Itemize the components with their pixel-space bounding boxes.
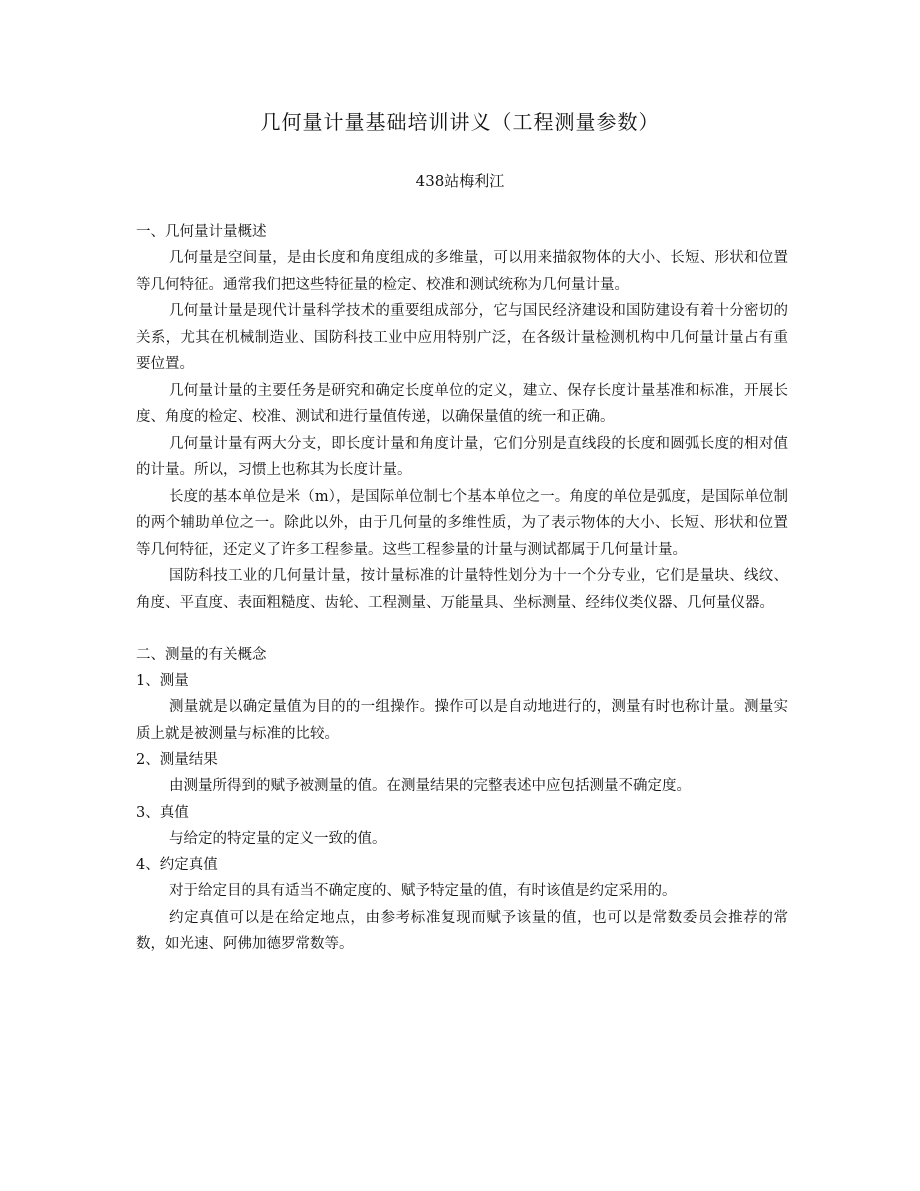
section-heading: 二、测量的有关概念 xyxy=(136,647,267,663)
document-author: 438站梅利江 xyxy=(415,172,505,190)
paragraph: 长度的基本单位是米（m），是国际单位制七个基本单位之一。角度的单位是弧度，是国际单位制的两个辅助单位之一。除此以外，由于几何量的多维性质，为了表示物体的大小、长短、形状和位置等几何特征，还定义了许多工程参量。这些工程参量的计量与测试都属于几何量计量。 xyxy=(136,488,788,558)
section-heading: 一、几何量计量概述 xyxy=(136,224,267,240)
subsection-heading: 1、测量 xyxy=(136,673,189,689)
paragraph: 对于给定目的具有适当不确定度的、赋予特定量的值，有时该值是约定采用的。 xyxy=(169,883,677,899)
paragraph: 测量就是以确定量值为目的的一组操作。操作可以是自动地进行的，测量有时也称计量。测量实质上就是被测量与标准的比较。 xyxy=(136,699,788,742)
paragraph: 几何量计量的主要任务是研究和确定长度单位的定义，建立、保存长度计量基准和标准，开展长度、角度的检定、校准、测试和进行量值传递，以确保量值的统一和正确。 xyxy=(136,382,788,425)
paragraph: 与给定的特定量的定义一致的值。 xyxy=(169,830,387,847)
subsection-heading: 4、约定真值 xyxy=(136,857,218,873)
paragraph: 由测量所得到的赋予被测量的值。在测量结果的完整表述中应包括测量不确定度。 xyxy=(169,778,691,794)
paragraph: 几何量计量是现代计量科学技术的重要组成部分，它与国民经济建设和国防建设有着十分密切的关系，尤其在机械制造业、国防科技工业中应用特别广泛，在各级计量检测机构中几何量计量占有重要位置。 xyxy=(136,303,788,372)
document-title: 几何量计量基础培训讲义（工程测量参数） xyxy=(260,110,660,134)
subsection-heading: 2、测量结果 xyxy=(136,752,218,768)
subsection-heading: 3、真值 xyxy=(136,804,189,821)
document-body xyxy=(136,219,788,958)
paragraph: 约定真值可以是在给定地点，由参考标准复现而赋予该量的值，也可以是常数委员会推荐的常数，如光速、阿佛加德罗常数等。 xyxy=(136,909,788,952)
paragraph: 国防科技工业的几何量计量，按计量标准的计量特性划分为十一个分专业，它们是量块、线纹、角度、平直度、表面粗糙度、齿轮、工程测量、万能量具、坐标测量、经纬仪类仪器、几何量仪器。 xyxy=(136,568,788,611)
paragraph: 几何量是空间量，是由长度和角度组成的多维量，可以用来描叙物体的大小、长短、形状和位置等几何特征。通常我们把这些特征量的检定、校准和测试统称为几何量计量。 xyxy=(136,250,788,293)
paragraph: 几何量计量有两大分支，即长度计量和角度计量，它们分别是直线段的长度和圆弧长度的相对值的计量。所以，习惯上也称其为长度计量。 xyxy=(136,435,788,478)
section-spacer xyxy=(136,616,788,642)
